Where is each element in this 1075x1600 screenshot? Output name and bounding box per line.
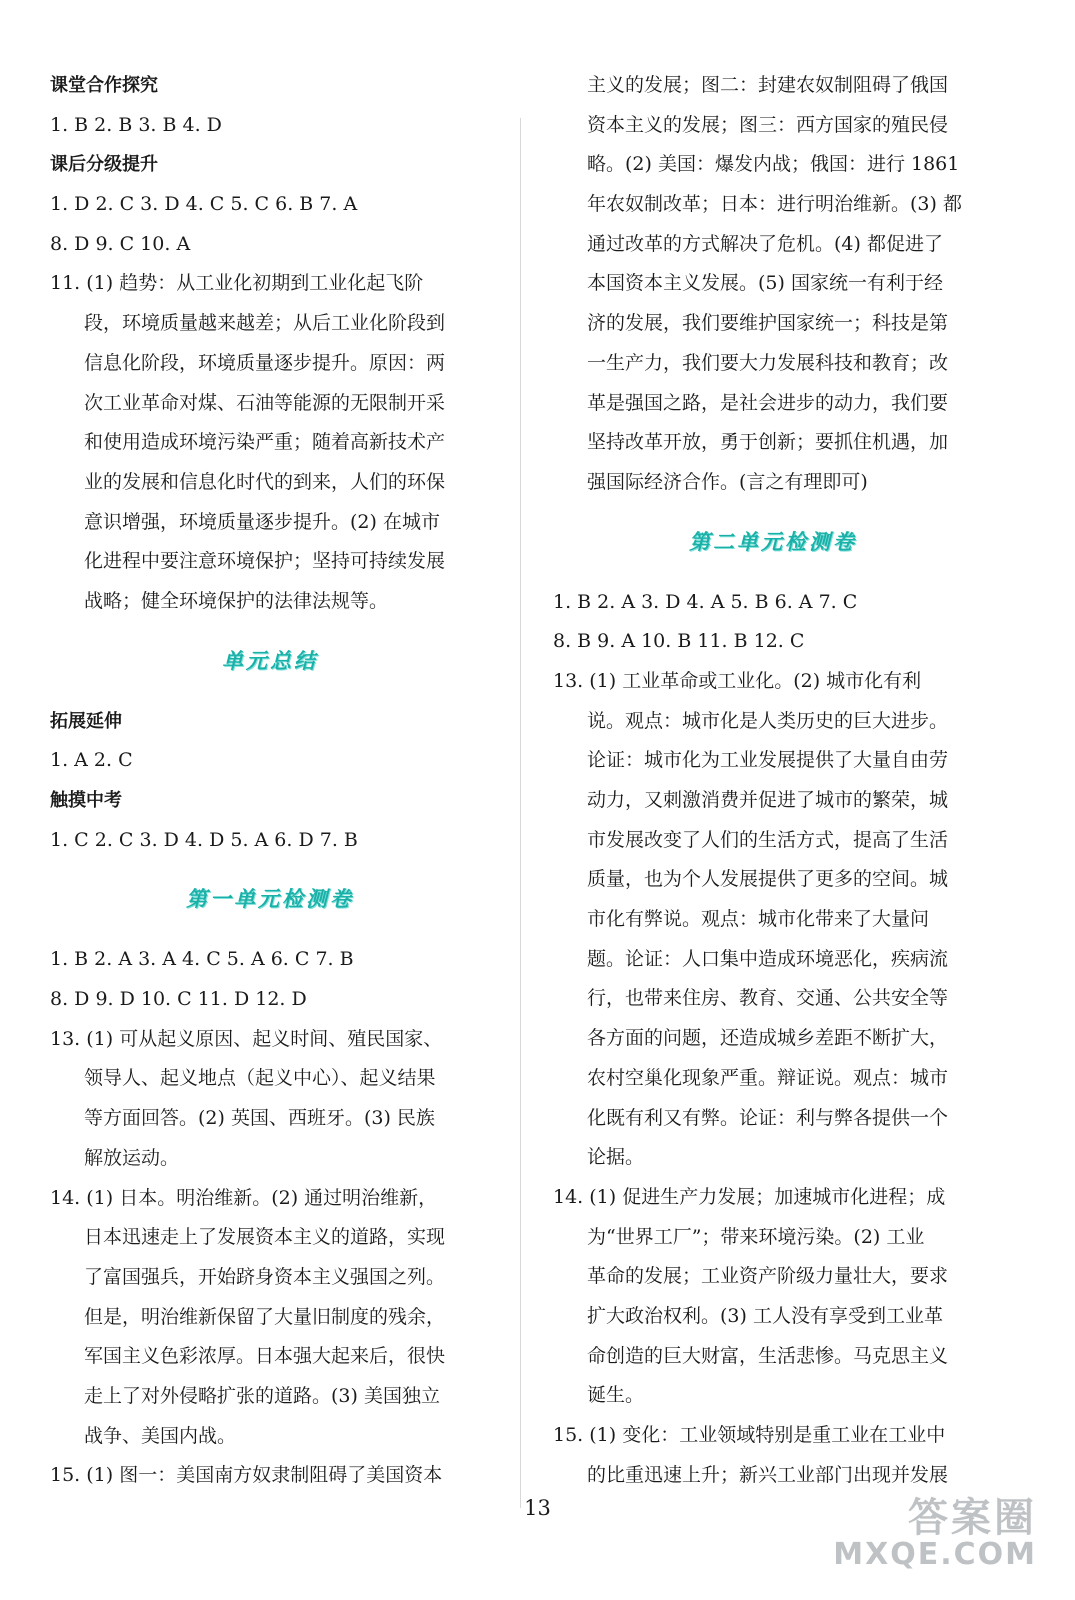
- answer-line: 1. B 2. A 3. D 4. A 5. B 6. A 7. C: [553, 590, 858, 613]
- answer-text-line: 了富国强兵，开始跻身资本主义强国之列。: [84, 1265, 446, 1288]
- question-14-answer: [50, 1179, 490, 1457]
- watermark-logo: [833, 1496, 1037, 1570]
- answer-text-line: 等方面回答。(2) 英国、西班牙。(3) 民族: [84, 1107, 435, 1130]
- answer-text-line: 日本迅速走上了发展资本主义的道路，实现: [84, 1226, 446, 1249]
- answer-text-line: 扩大政治权利。(3) 工人没有享受到工业革: [587, 1304, 943, 1327]
- answer-text-line: 领导人、起义地点（起义中心）、起义结果: [84, 1067, 436, 1090]
- answer-text-line: 诞生。: [587, 1384, 645, 1407]
- answer-text-line: 坚持改革开放，勇于创新；要抓住机遇，加: [587, 431, 949, 454]
- answer-text-line: 各方面的问题，还造成城乡差距不断扩大，: [587, 1027, 949, 1050]
- section-heading-tuozhan: 拓展延伸: [50, 710, 122, 732]
- answer-text-line: 质量，也为个人发展提供了更多的空间。城: [587, 868, 949, 891]
- answer-text-line: 革是强国之路，是社会进步的动力，我们要: [587, 391, 949, 414]
- unit2-test-title: 第二单元检测卷: [689, 529, 857, 554]
- section-heading-kehou: 课后分级提升: [50, 154, 158, 176]
- question-11-answer: [50, 264, 490, 621]
- answer-text-line: 革命的发展；工业资产阶级力量壮大，要求: [587, 1265, 949, 1288]
- watermark-url: MXQE.COM: [833, 1537, 1037, 1572]
- answer-text-line: 的比重迅速上升；新兴工业部门出现并发展: [587, 1463, 949, 1486]
- question-13-answer: [50, 1020, 490, 1179]
- answer-text-line: 13. (1) 可从起义原因、起义时间、殖民国家、: [50, 1027, 443, 1050]
- answer-text-line: 略。(2) 美国：爆发内战；俄国：进行 1861: [587, 153, 960, 176]
- answer-text-line: 农村空巢化现象严重。辩证说。观点：城市: [587, 1066, 949, 1089]
- answer-line: 1. B 2. A 3. A 4. C 5. A 6. C 7. B: [50, 948, 354, 971]
- answer-text-line: 解放运动。: [84, 1146, 180, 1169]
- answer-text-line: 次工业革命对煤、石油等能源的无限制开采: [84, 391, 446, 414]
- left-column: [50, 66, 490, 1496]
- answer-text-line: 为“世界工厂”；带来环境污染。(2) 工业: [587, 1225, 925, 1248]
- unit1-test-title: 第一单元检测卷: [186, 887, 354, 912]
- answer-text-line: 通过改革的方式解决了危机。(4) 都促进了: [587, 232, 943, 255]
- answer-text-line: 15. (1) 变化：工业领域特别是重工业在工业中: [553, 1424, 946, 1446]
- answer-text-line: 军国主义色彩浓厚。日本强大起来后，很快: [84, 1345, 446, 1368]
- answer-text-line: 但是，明治维新保留了大量旧制度的残余，: [84, 1305, 446, 1328]
- answer-line: 1. A 2. C: [50, 749, 133, 772]
- answer-text-line: 13. (1) 工业革命或工业化。(2) 城市化有利: [553, 669, 922, 692]
- answer-text-line: 走上了对外侵略扩张的道路。(3) 美国独立: [84, 1384, 440, 1407]
- answer-line: 1. C 2. C 3. D 4. D 5. A 6. D 7. B: [50, 828, 358, 851]
- page-number: 13: [524, 1496, 551, 1520]
- answer-text-line: 行，也带来住房、教育、交通、公共安全等: [587, 987, 949, 1010]
- right-column: [553, 66, 993, 1495]
- answer-text-line: 市发展改变了人们的生活方式，提高了生活: [587, 828, 949, 851]
- answer-line: 1. D 2. C 3. D 4. C 5. C 6. B 7. A: [50, 193, 358, 216]
- question-15-continued: [553, 66, 993, 503]
- answer-text-line: 论据。: [587, 1146, 645, 1169]
- answer-text-line: 15. (1) 图一：美国南方奴隶制阻碍了美国资本: [50, 1464, 443, 1487]
- answer-text-line: 市化有弊说。观点：城市化带来了大量问: [587, 908, 930, 931]
- answer-text-line: 信息化阶段，环境质量逐步提升。原因：两: [84, 351, 446, 374]
- answer-text-line: 14. (1) 日本。明治维新。(2) 通过明治维新，: [50, 1186, 438, 1209]
- column-divider: [520, 118, 521, 1508]
- answer-text-line: 说。观点：城市化是人类历史的巨大进步。: [587, 709, 949, 732]
- answer-text-line: 14. (1) 促进生产力发展；加速城市化进程；成: [553, 1185, 946, 1208]
- section-heading-ketang: 课堂合作探究: [50, 75, 158, 96]
- answer-text-line: 动力，又刺激消费并促进了城市的繁荣，城: [587, 789, 949, 811]
- answer-text-line: 年农奴制改革；日本：进行明治维新。(3) 都: [587, 193, 962, 216]
- answer-text-line: 化既有利又有弊。论证：利与弊各提供一个: [587, 1106, 949, 1129]
- answer-text-line: 11. (1) 趋势：从工业化初期到工业化起飞阶: [50, 272, 424, 295]
- answer-line: 8. B 9. A 10. B 11. B 12. C: [553, 630, 805, 653]
- answer-text-line: 济的发展，我们要维护国家统一；科技是第: [587, 312, 949, 335]
- unit-summary-title: 单元总结: [222, 648, 318, 673]
- answer-text-line: 化进程中要注意环境保护；坚持可持续发展: [84, 550, 446, 573]
- section-heading-chumo: 触摸中考: [50, 790, 122, 811]
- answer-line: 8. D 9. C 10. A: [50, 232, 191, 255]
- answer-text-line: 和使用造成环境污染严重；随着高新技术产: [84, 431, 446, 454]
- answer-text-line: 题。论证：人口集中造成环境恶化，疾病流: [587, 947, 949, 970]
- answer-text-line: 主义的发展；图二：封建农奴制阻碍了俄国: [587, 74, 949, 96]
- watermark-logo-text: 答案圈: [908, 1495, 1037, 1541]
- answer-text-line: 战略；健全环境保护的法律法规等。: [84, 589, 389, 612]
- answer-text-line: 强国际经济合作。(言之有理即可): [587, 470, 868, 493]
- answer-text-line: 一生产力，我们要大力发展科技和教育；改: [587, 351, 949, 374]
- answer-text-line: 论证：城市化为工业发展提供了大量自由劳: [587, 749, 949, 772]
- answer-text-line: 本国资本主义发展。(5) 国家统一有利于经: [587, 272, 943, 295]
- question-13-answer: [553, 662, 993, 1178]
- answer-text-line: 意识增强，环境质量逐步提升。(2) 在城市: [84, 510, 440, 533]
- answer-text-line: 资本主义的发展；图三：西方国家的殖民侵: [587, 113, 949, 136]
- answer-line: 1. B 2. B 3. B 4. D: [50, 113, 222, 136]
- answer-text-line: 命创造的巨大财富，生活悲惨。马克思主义: [587, 1344, 949, 1367]
- answer-text-line: 战争、美国内战。: [84, 1424, 237, 1447]
- answer-text-line: 段，环境质量越来越差；从后工业化阶段到: [84, 312, 446, 335]
- answer-text-line: 业的发展和信息化时代的到来，人们的环保: [84, 470, 446, 493]
- question-14-answer: [553, 1178, 993, 1416]
- answer-line: 8. D 9. D 10. C 11. D 12. D: [50, 988, 307, 1011]
- question-15-answer: [553, 1416, 993, 1495]
